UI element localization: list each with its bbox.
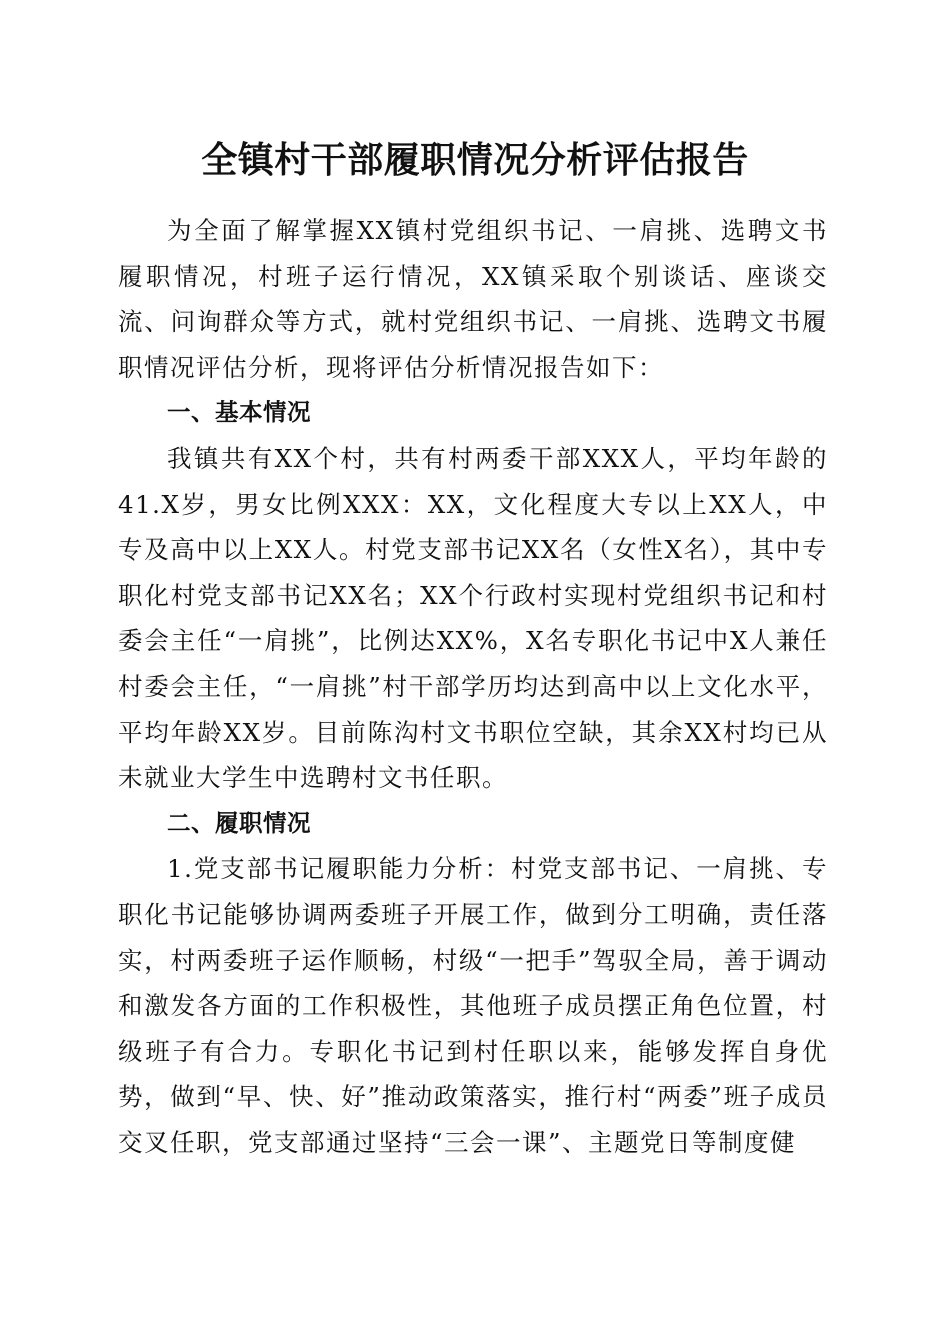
section-heading-basic-info: 一、基本情况 [167,398,311,427]
document-body [118,208,828,1165]
performance-paragraph: 1.党支部书记履职能力分析：村党支部书记、一肩挑、专职化书记能够协调两委班子开展工作，做到分工明确，责任落实，村两委班子运作顺畅，村级“一把手”驾驭全局，善于调动和激发各方面的工作积极性，其他班子成员摆正角色位置，村级班子有合力。专职化书记到村任职以来，能够发挥自身优势，做到“早、快、好”推动政策落实，推行村“两委”班子成员交叉任职，党支部通过坚持“三会一课”、主题党日等制度健 [118,854,828,1157]
intro-paragraph: 为全面了解掌握XX镇村党组织书记、一肩挑、选聘文书履职情况，村班子运行情况，XX镇采取个别谈话、座谈交流、问询群众等方式，就村党组织书记、一肩挑、选聘文书履职情况评估分析，现将评估分析情况报告如下： [118,216,828,382]
section-heading-performance: 二、履职情况 [167,808,311,837]
basic-info-paragraph: 我镇共有XX个村，共有村两委干部XXX人，平均年龄的41.X岁，男女比例XXX：XX，文化程度大专以上XX人，中专及高中以上XX人。村党支部书记XX名（女性X名），其中专职化村党支部书记XX名；XX个行政村实现村党组织书记和村委会主任“一肩挑”，比例达XX%，X名专职化书记中X人兼任村委会主任，“一肩挑”村干部学历均达到高中以上文化水平，平均年龄XX岁。目前陈沟村文书职位空缺，其余XX村均已从未就业大学生中选聘村文书任职。 [118,443,828,793]
document-title: 全镇村干部履职情况分析评估报告 [201,139,749,181]
